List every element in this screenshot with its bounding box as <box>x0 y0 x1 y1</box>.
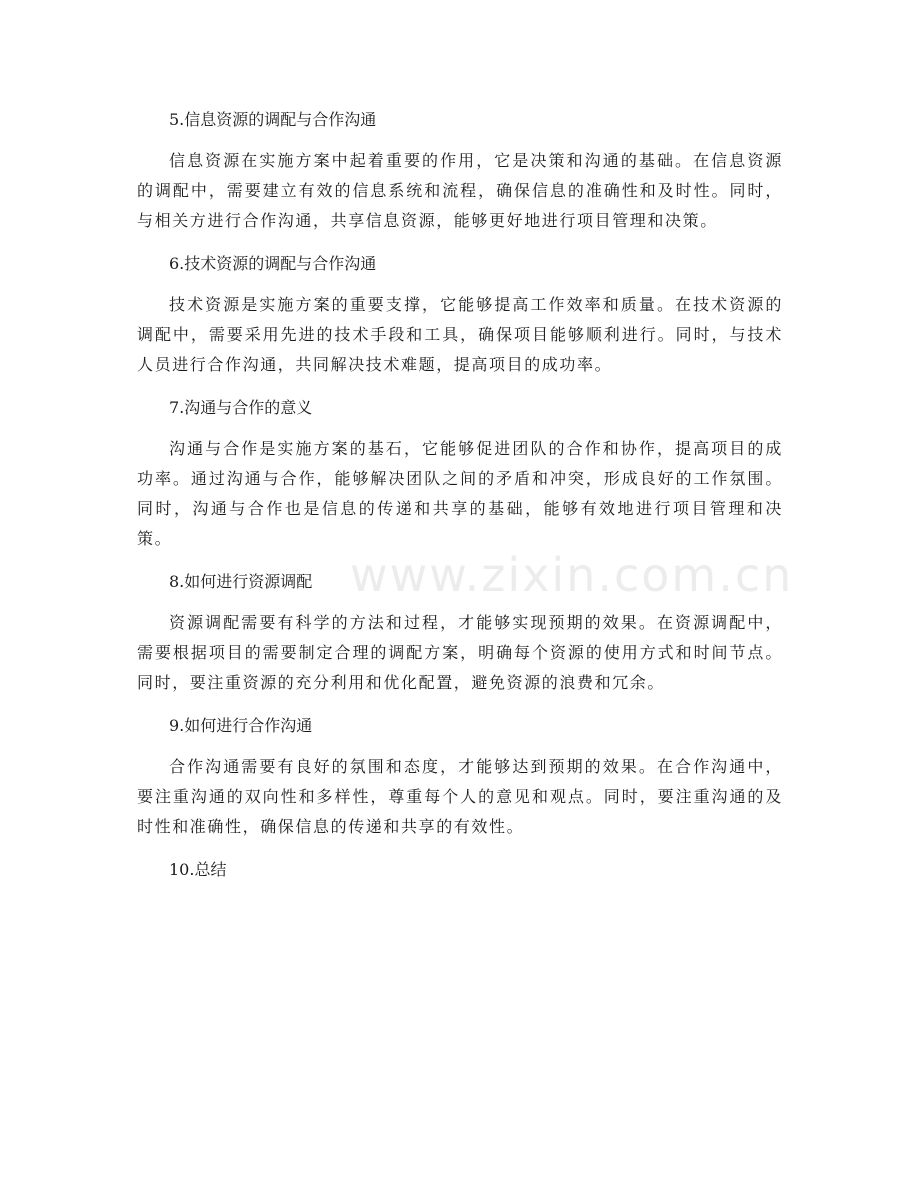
section-5 <box>137 104 783 236</box>
watermark: www.zixin.com.cn <box>350 548 794 602</box>
section-7 <box>137 392 783 554</box>
section-heading: 10.总结 <box>169 860 227 879</box>
section-paragraph: 沟通与合作是实施方案的基石，它能够促进团队的合作和协作，提高项目的成功率。通过沟通与合作，能够解决团队之间的矛盾和冲突，形成良好的工作氛围。同时，沟通与合作也是信息的传递和共享的基础，能够有效地进行项目管理和决策。 <box>137 439 783 548</box>
section-10 <box>137 854 783 886</box>
section-6 <box>137 248 783 380</box>
section-paragraph: 合作沟通需要有良好的氛围和态度，才能够达到预期的效果。在合作沟通中，要注重沟通的双向性和多样性，尊重每个人的意见和观点。同时，要注重沟通的及时性和准确性，确保信息的传递和共享的有效性。 <box>137 757 783 836</box>
section-heading: 9.如何进行合作沟通 <box>169 716 313 735</box>
section-heading: 6.技术资源的调配与合作沟通 <box>169 254 377 273</box>
section-heading: 5.信息资源的调配与合作沟通 <box>169 110 377 129</box>
section-heading: 8.如何进行资源调配 <box>169 572 313 591</box>
section-9 <box>137 710 783 842</box>
section-8 <box>137 566 783 698</box>
section-paragraph: 信息资源在实施方案中起着重要的作用，它是决策和沟通的基础。在信息资源的调配中，需要建立有效的信息系统和流程，确保信息的准确性和及时性。同时，与相关方进行合作沟通，共享信息资源，能够更好地进行项目管理和决策。 <box>137 151 783 230</box>
section-paragraph: 资源调配需要有科学的方法和过程，才能够实现预期的效果。在资源调配中，需要根据项目的需要制定合理的调配方案，明确每个资源的使用方式和时间节点。同时，要注重资源的充分利用和优化配置，避免资源的浪费和冗余。 <box>137 613 783 692</box>
section-heading: 7.沟通与合作的意义 <box>169 398 313 417</box>
section-paragraph: 技术资源是实施方案的重要支撑，它能够提高工作效率和质量。在技术资源的调配中，需要采用先进的技术手段和工具，确保项目能够顺利进行。同时，与技术人员进行合作沟通，共同解决技术难题，提高项目的成功率。 <box>137 295 783 374</box>
document-body <box>137 104 783 896</box>
